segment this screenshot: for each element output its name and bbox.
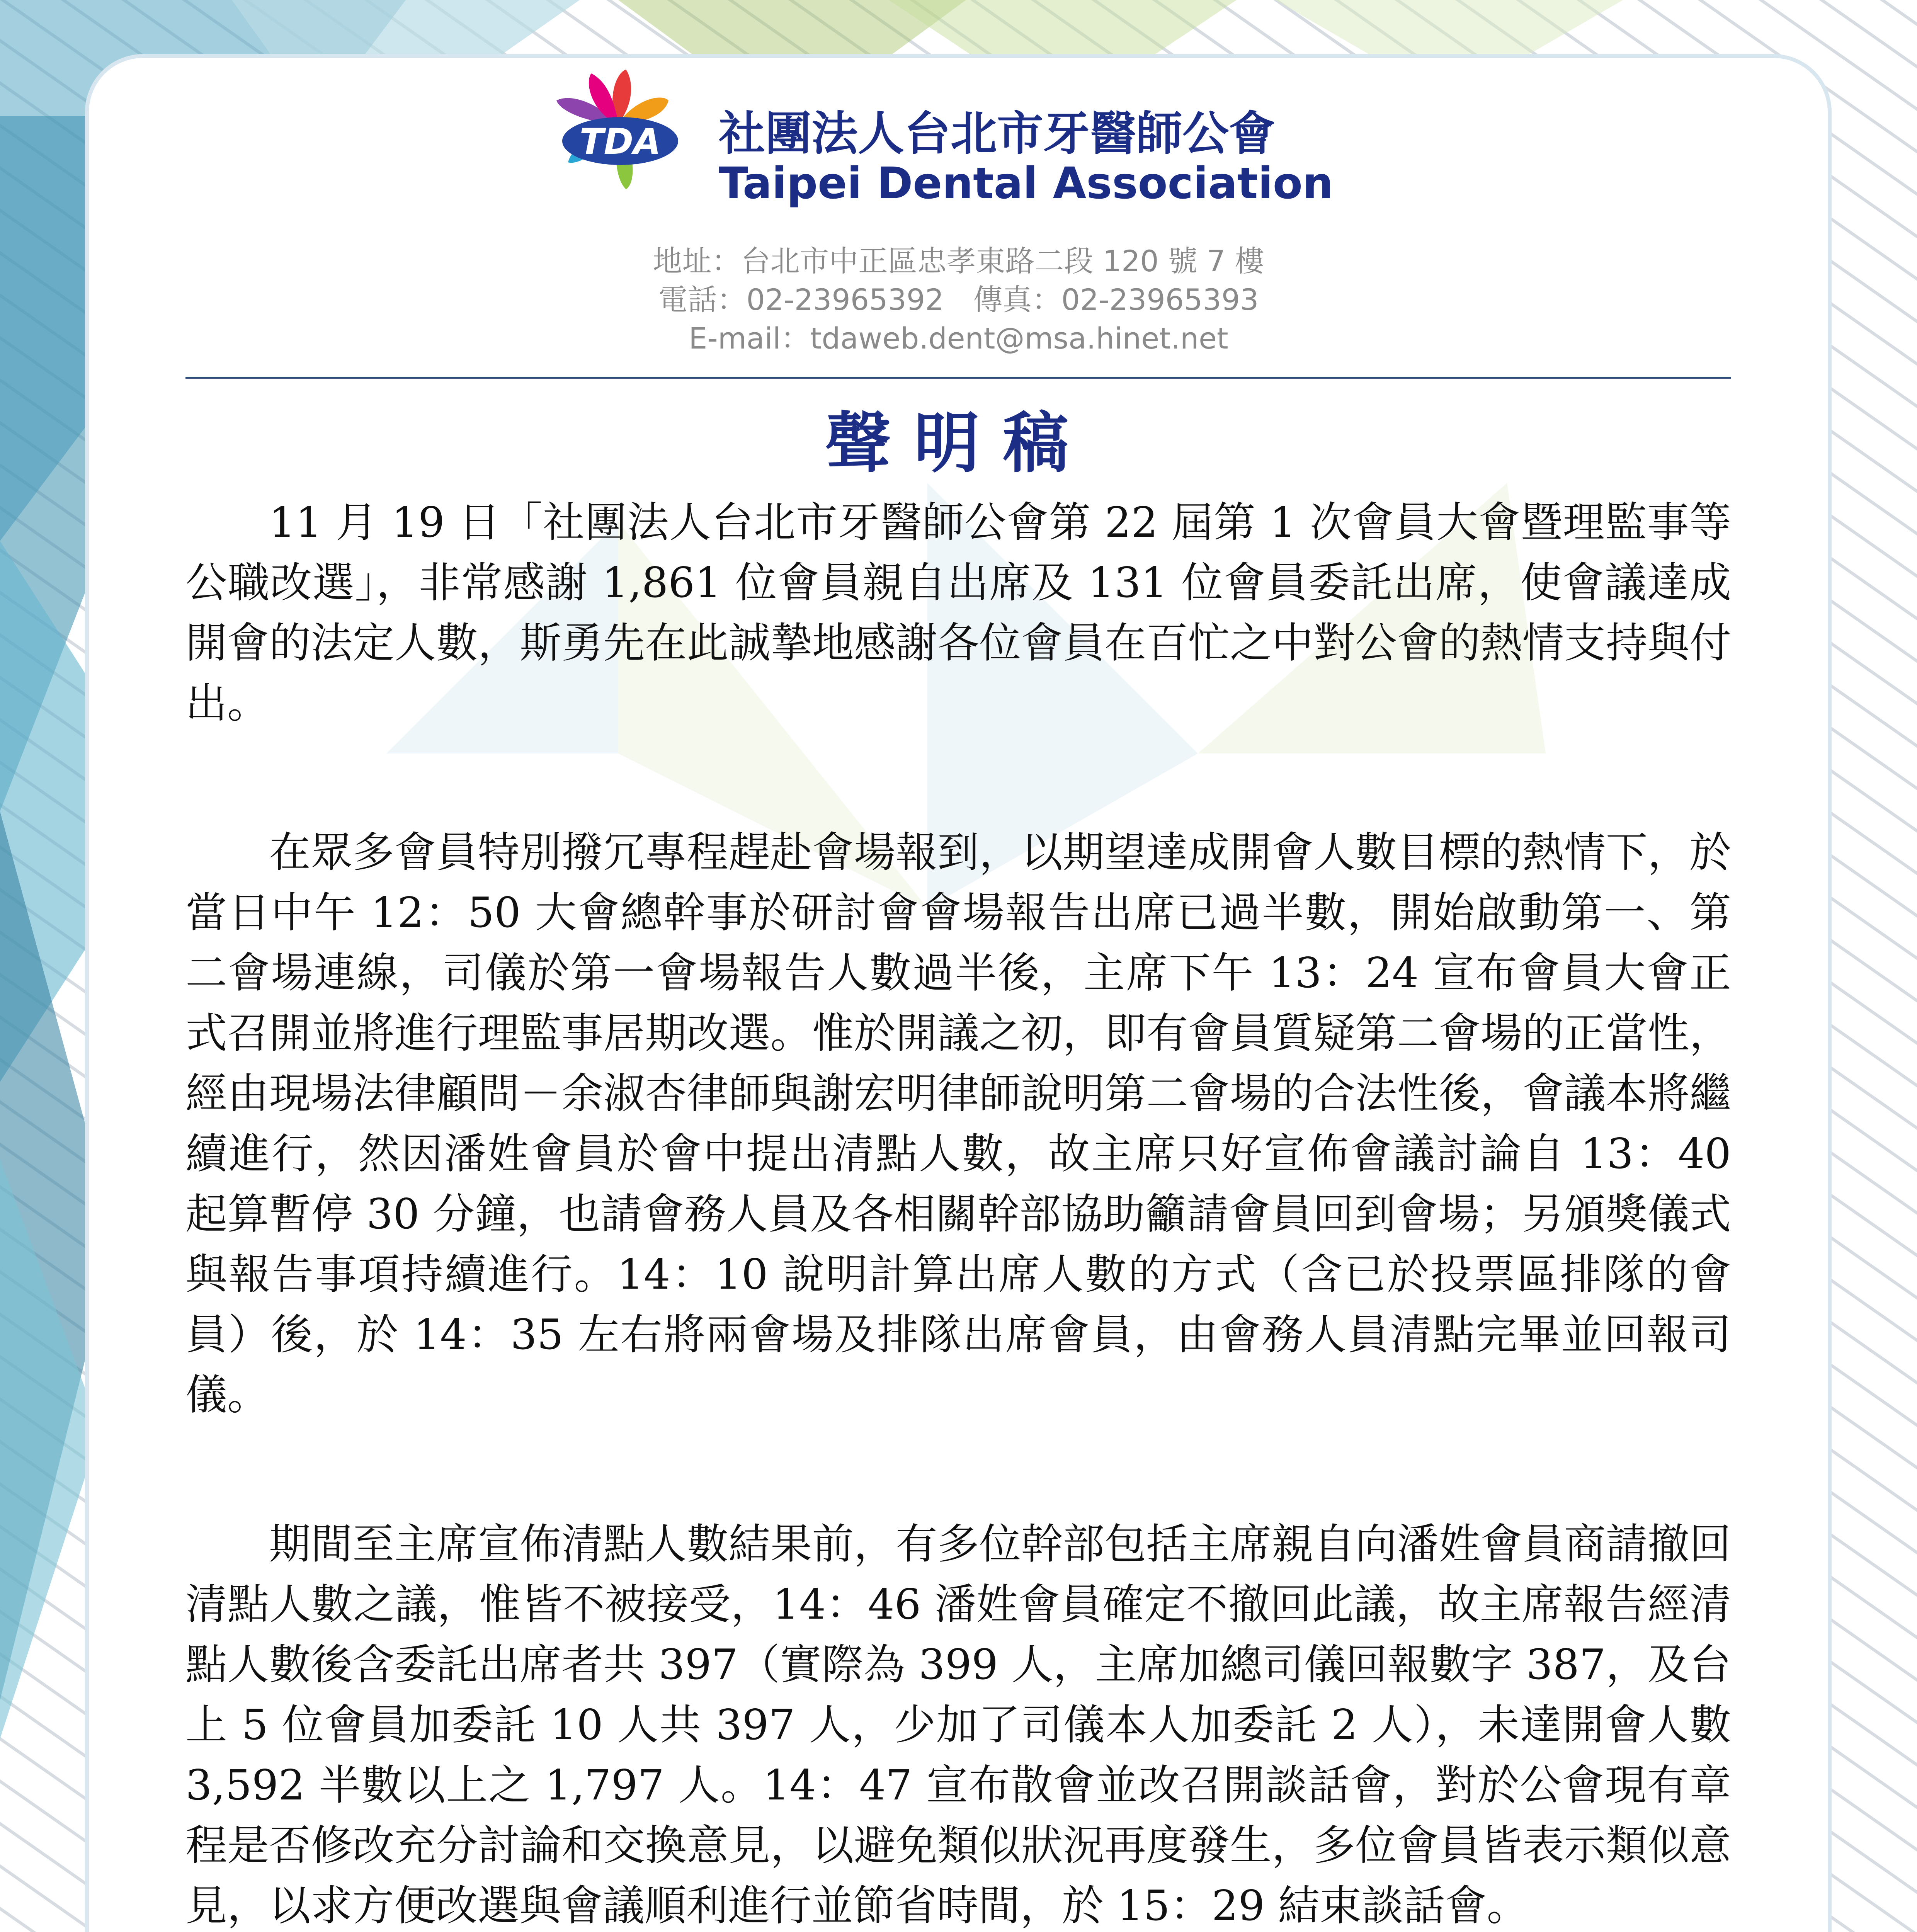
org-name-en: Taipei Dental Association	[719, 158, 1334, 209]
email-line: E-mail：tdaweb.dent@msa.hinet.net	[689, 321, 1228, 355]
paragraph-3: 期間至主席宣佈清點人數結果前，有多位幹部包括主席親自向潘姓會員商請撤回清點人數之議，惟皆不被接受，14：46 潘姓會員確定不撤回此議，故主席報告經清點人數後含委託出席者共 397（實際為 399 人，主席加總司儀回報數字 387，及台上 5 位會員加委託 10 人共 397 人，少加了司儀本人加委託 2 人），未達開會人數 3,592 半數以上之 1,797 人。14：47 宣布散會並改召開談話會，對於公會現有章程是否修改充分討論和交換意見，以避免類似狀況再度發生，多位會員皆表示類似意見，以求方便改選與會議順利進行並節省時間，於 15：29 結束談話會。	[185, 1520, 1731, 1930]
statement-body	[185, 493, 1731, 1932]
tda-logo	[522, 62, 723, 232]
logo-text: TDA	[579, 121, 661, 162]
paragraph-2: 在眾多會員特別撥冗專程趕赴會場報到，以期望達成開會人數目標的熱情下，於當日中午 12：50 大會總幹事於研討會會場報告出席已過半數，開始啟動第一、第二會場連線，司儀於第一會場報告人數過半後，主席下午 13：24 宣布會員大會正式召開並將進行理監事居期改選。惟於開議之初，即有會員質疑第二會場的正當性，經由現場法律顧問－余淑杏律師與謝宏明律師說明第二會場的合法性後，會議本將繼續進行，然因潘姓會員於會中提出清點人數，故主席只好宣佈會議討論自 13：40 起算暫停 30 分鐘，也請會務人員及各相關幹部協助籲請會員回到會場；另頒獎儀式與報告事項持續進行。14：10 說明計算出席人數的方式（含已於投票區排隊的會員）後，於 14：35 左右將兩會場及排隊出席會員，由會務人員清點完畢並回報司儀。	[185, 828, 1731, 1419]
header-divider	[185, 377, 1731, 379]
address-line: 地址：台北市中正區忠孝東路二段 120 號 7 樓	[653, 244, 1264, 278]
document-title: 聲明稿	[825, 405, 1092, 482]
org-name-zh: 社團法人台北市牙醫師公會	[719, 107, 1275, 161]
phone-fax-line: 電話：02-23965392 傳真：02-23965393	[658, 282, 1259, 317]
paragraph-1: 11 月 19 日「社團法人台北市牙醫師公會第 22 屆第 1 次會員大會暨理監事等公職改選」，非常感謝 1,861 位會員親自出席及 131 位會員委託出席，使會議達成開會的法定人數，斯勇先在此誠摯地感謝各位會員在百忙之中對公會的熱情支持與付出。	[185, 498, 1731, 728]
